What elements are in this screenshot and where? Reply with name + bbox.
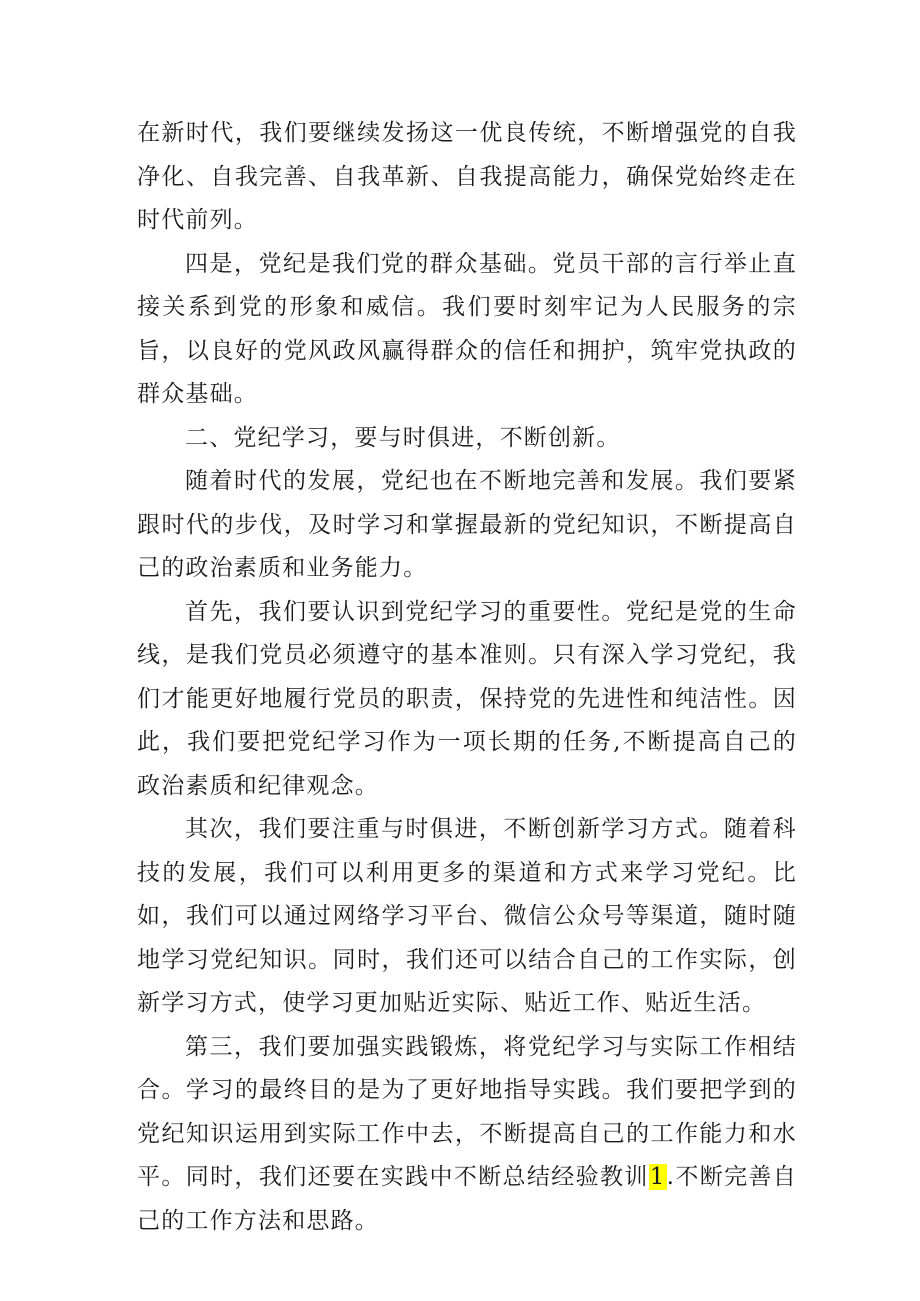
paragraph-6-text-after: .不断完善自己的工作方法和思路。: [137, 1164, 798, 1234]
paragraph-6-text-before: 第三，我们要加强实践锻炼，将党纪学习与实际工作相结合。学习的最终目的是为了更好地指导实践。我们要把学到的党纪知识运用到实际工作中去，不断提高自己的工作能力和水平。同时，我们还要在实践中不断总结经验教训: [137, 1033, 797, 1190]
paragraph-6: [137, 1026, 797, 1244]
paragraph-2: 四是，党纪是我们党的群众基础。党员干部的言行举止直接关系到党的形象和威信。我们要时刻牢记为人民服务的宗旨，以良好的党风政风赢得群众的信任和拥护，筑牢党执政的群众基础。: [137, 250, 797, 407]
document-body: [137, 112, 797, 1243]
paragraph-4: 首先，我们要认识到党纪学习的重要性。党纪是党的生命线，是我们党员必须遵守的基本准则。只有深入学习党纪，我们才能更好地履行党员的职责，保持党的先进性和纯洁性。因此，我们要把党纪学习作为一项长期的任务,不断提高自己的政治素质和纪律观念。: [137, 598, 797, 799]
paragraph-1: 在新时代，我们要继续发扬这一优良传统，不断增强党的自我净化、自我完善、自我革新、自我提高能力，确保党始终走在时代前列。: [137, 120, 797, 233]
section-heading: 二、党纪学习，要与时俱进，不断创新。: [185, 424, 621, 451]
highlighted-number: 1: [649, 1164, 666, 1190]
paragraph-3: 随着时代的发展，党纪也在不断地完善和发展。我们要紧跟时代的步伐，及时学习和掌握最新的党纪知识，不断提高自己的政治素质和业务能力。: [137, 468, 797, 581]
paragraph-5: 其次，我们要注重与时俱进，不断创新学习方式。随着科技的发展，我们可以利用更多的渠道和方式来学习党纪。比如，我们可以通过网络学习平台、微信公众号等渠道，随时随地学习党纪知识。同时，我们还可以结合自己的工作实际，创新学习方式，使学习更加贴近实际、贴近工作、贴近生活。: [137, 816, 797, 1016]
